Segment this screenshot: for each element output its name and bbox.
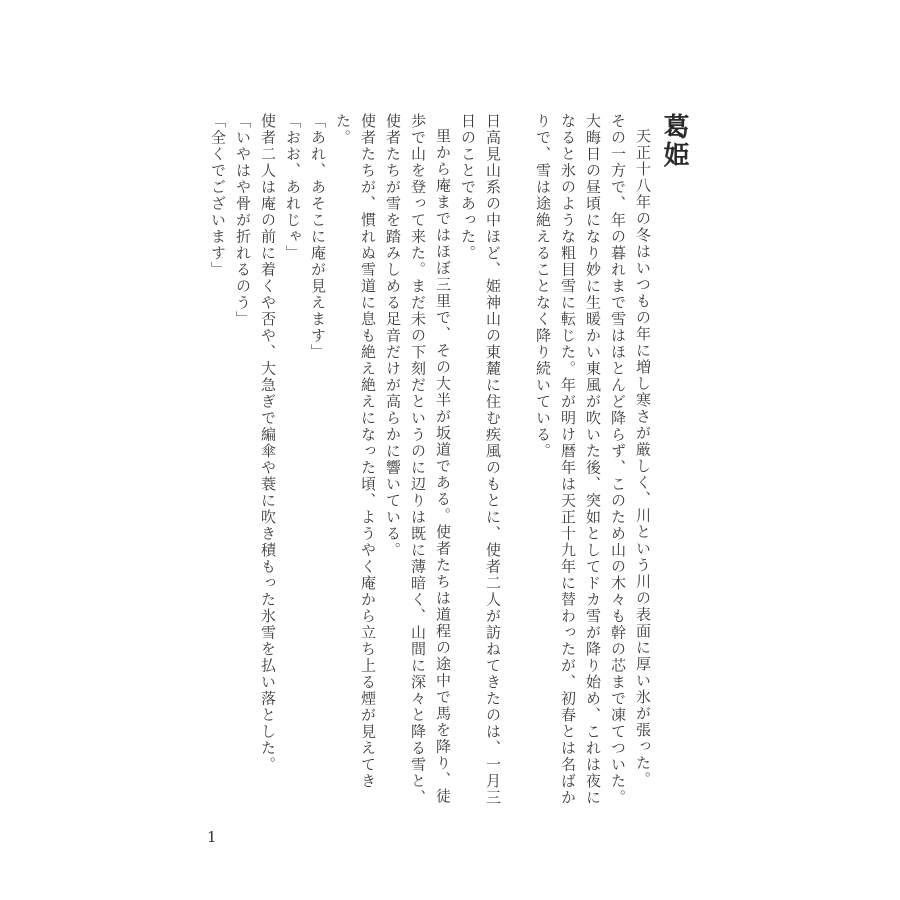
paragraph: その一方で、年の暮れまで雪はほとんど降らず、このため山の木々も幹の芯まで凍てついた。 <box>609 113 627 806</box>
body-text <box>205 113 655 813</box>
chapter-title: 葛姫 <box>659 113 689 169</box>
paragraph: 日高見山系の中ほど、姫神山の東麓に住む疾風のもとに、使者二人が訪ねてきたのは、一月三日のことであった。 <box>459 113 502 806</box>
paragraph: 使者たちが、慣れぬ雪道に息も絶え絶えになった頃、ようやく庵から立ち上る煙が見えてきた。 <box>334 113 377 790</box>
paragraph: 里から庵まではほぼ三里で、その大半が坂道である。使者たちは道程の途中で馬を降り、徒歩で山を登って来た。まだ未の下刻だというのに辺りは既に薄暗く、山間に深々と降る雪と、使者たちが雪を踏みしめる足音だけが高らかに響いている。 <box>384 113 452 806</box>
dialogue-line: 「おお、あれじゃ」 <box>284 113 302 262</box>
paragraph: 使者二人は庵の前に着くや否や、大急ぎで編傘や蓑に吹き積もった氷雪を払い落とした。 <box>259 113 277 773</box>
dialogue-line: 「あれ、あそこに庵が見えます」 <box>309 113 327 361</box>
paragraph: 天正十八年の冬はいつもの年に増し寒さが厳しく、川という川の表面に厚い氷が張った。 <box>634 128 652 788</box>
page-number: 1 <box>207 828 217 846</box>
dialogue-line: 「いやはや骨が折れるのう」 <box>234 113 252 328</box>
paragraph: 大晦日の昼頃になり妙に生暖かい東風が吹いた後、突如としてドカ雪が降り始め、これは夜になると氷のような粗目雪に転じた。年が明け暦年は天正十九年に替わったが、初春とは名ばかりで、雪は途絶えることなく降り続いている。 <box>534 113 602 806</box>
dialogue-line: 「全くでございます」 <box>209 113 227 278</box>
